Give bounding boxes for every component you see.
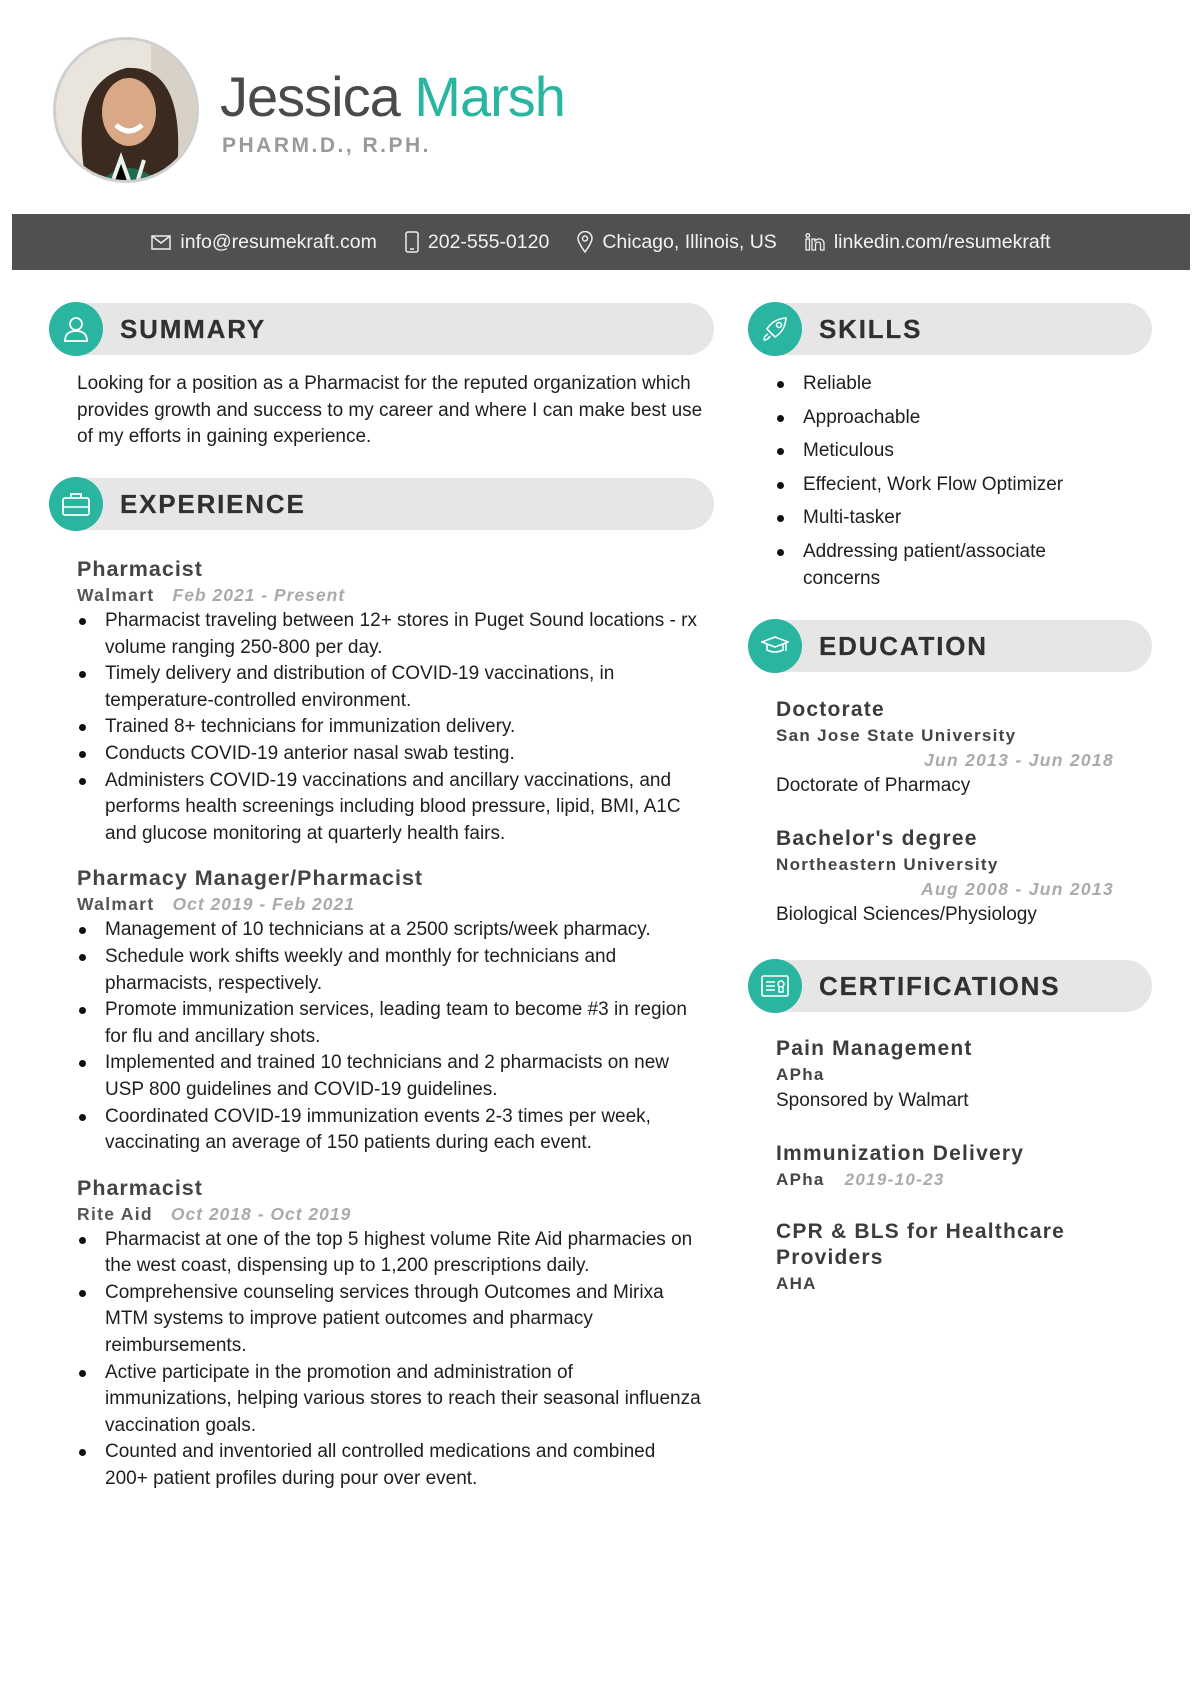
skill-item: Approachable [775,405,1105,432]
last-name: Marsh [414,65,565,128]
location-text: Chicago, Illinois, US [602,230,777,253]
credentials: PHARM.D., R.PH. [222,134,432,157]
email-text: info@resumekraft.com [180,230,377,253]
job-title: Pharmacist [77,1175,203,1200]
job-bullet: Schedule work shifts weekly and monthly for technicians and pharmacists, respectively. [77,944,702,997]
location-pin-icon [577,231,593,253]
contact-bar [12,214,1190,270]
skill-item: Multi-tasker [775,505,1105,532]
phone-icon [405,231,419,253]
school: Northeastern University [776,855,999,874]
rocket-icon [748,302,802,356]
job-dates: Oct 2019 - Feb 2021 [172,894,355,915]
linkedin-text: linkedin.com/resumekraft [833,230,1051,253]
certifications-heading: CERTIFICATIONS [819,971,1061,1001]
certification-name: Pain Management [776,1037,973,1060]
field-of-study: Doctorate of Pharmacy [776,775,971,796]
contact-email[interactable] [151,231,376,254]
job-company: Walmart [77,585,155,605]
job-bullet: Active participate in the promotion and administration of immunizations, helping various stores to reach their seasonal influenza vaccination goals. [77,1360,702,1440]
profile-photo [53,37,199,183]
job-bullet: Promote immunization services, leading team to become #3 in region for flu and ancillary shots. [77,997,702,1050]
skill-item: Meticulous [775,438,1105,465]
skills-heading: SKILLS [819,314,923,344]
envelope-icon [151,235,171,250]
contact-linkedin[interactable] [805,231,1051,254]
education-dates: Jun 2013 - Jun 2018 [923,750,1114,770]
job-bullet: Counted and inventoried all controlled medications and combined 200+ patient profiles during pour over event. [77,1439,702,1492]
user-icon [49,302,103,356]
certification-note: Sponsored by Walmart [776,1090,969,1111]
first-name: Jessica [220,65,400,128]
phone-text: 202-555-0120 [427,230,550,253]
job-bullet: Pharmacist traveling between 12+ stores in Puget Sound locations - rx volume ranging 250-800 per day. [77,608,702,661]
experience-header [49,478,714,530]
job-bullet: Comprehensive counseling services through Outcomes and Mirixa MTM systems to improve patient outcomes and pharmacy reimbursements. [77,1280,702,1360]
job-title: Pharmacist [77,557,203,581]
certification-entry [776,1036,1106,1114]
education-dates: Aug 2008 - Jun 2013 [921,879,1114,899]
certificate-icon [748,959,802,1013]
skills-list [775,371,1105,599]
degree: Doctorate [776,698,885,721]
contact-phone[interactable] [405,231,549,254]
job-company: Walmart [77,894,155,915]
experience-list [77,556,702,1493]
job-dates: Feb 2021 - Present [172,585,346,605]
education-entry [776,697,1156,799]
certification-date: 2019-10-23 [844,1170,945,1189]
job-bullet: Conducts COVID-19 anterior nasal swab testing. [77,741,702,768]
job-company: Rite Aid [77,1203,153,1224]
certifications-header [748,960,1152,1012]
skill-item: Addressing patient/associate concerns [775,539,1105,592]
linkedin-icon [805,233,825,251]
certification-entry [776,1219,1106,1296]
graduation-cap-icon [748,619,802,673]
job-entry [77,556,702,847]
certification-name: Immunization Delivery [776,1142,1025,1165]
school: San Jose State University [776,726,1017,745]
education-header [748,620,1152,672]
summary-text: Looking for a position as a Pharmacist for the reputed organization which provides growth and success to my career and where I can make best use of my efforts in gaining experience. [77,373,703,448]
job-title: Pharmacy Manager/Pharmacist [77,866,424,891]
job-bullet: Trained 8+ technicians for immunization delivery. [77,714,702,741]
education-list [776,697,1156,955]
candidate-name [220,62,565,132]
experience-heading: EXPERIENCE [120,489,306,519]
education-heading: EDUCATION [819,631,988,661]
briefcase-icon [49,477,103,531]
field-of-study: Biological Sciences/Physiology [776,904,1037,925]
summary-heading: SUMMARY [120,314,266,344]
certification-issuer: APha [776,1065,825,1084]
job-bullet: Coordinated COVID-19 immunization events 2-3 times per week, vaccinating an average of 150 patients during each event. [77,1104,702,1157]
skill-item: Reliable [775,371,1105,398]
job-entry [77,865,702,1156]
job-bullet: Administers COVID-19 vaccinations and ancillary vaccinations, and performs health screenings including blood pressure, lipid, BMI, A1C and glucose monitoring at quarterly health fairs. [77,768,702,848]
job-dates: Oct 2018 - Oct 2019 [170,1203,352,1224]
job-bullet: Management of 10 technicians at a 2500 scripts/week pharmacy. [77,917,702,944]
summary-header [49,303,714,355]
certification-entry [776,1141,1106,1192]
education-entry [776,826,1156,928]
certification-name: CPR & BLS for Healthcare Providers [776,1220,1066,1269]
degree: Bachelor's degree [776,827,978,850]
job-bullet: Implemented and trained 10 technicians and 2 pharmacists on new USP 800 guidelines and COVID-19 guidelines. [77,1050,702,1103]
certification-issuer: APha [776,1170,825,1189]
job-bullet: Timely delivery and distribution of COVID-19 vaccinations, in temperature-controlled environment. [77,661,702,714]
job-bullet: Pharmacist at one of the top 5 highest volume Rite Aid pharmacies on the west coast, dispensing up to 1,200 prescriptions daily. [77,1227,702,1280]
job-entry [77,1175,702,1493]
contact-location[interactable] [577,231,777,254]
certification-issuer: AHA [776,1274,817,1293]
skill-item: Effecient, Work Flow Optimizer [775,472,1105,499]
certifications-list [776,1036,1106,1323]
skills-header [748,303,1152,355]
